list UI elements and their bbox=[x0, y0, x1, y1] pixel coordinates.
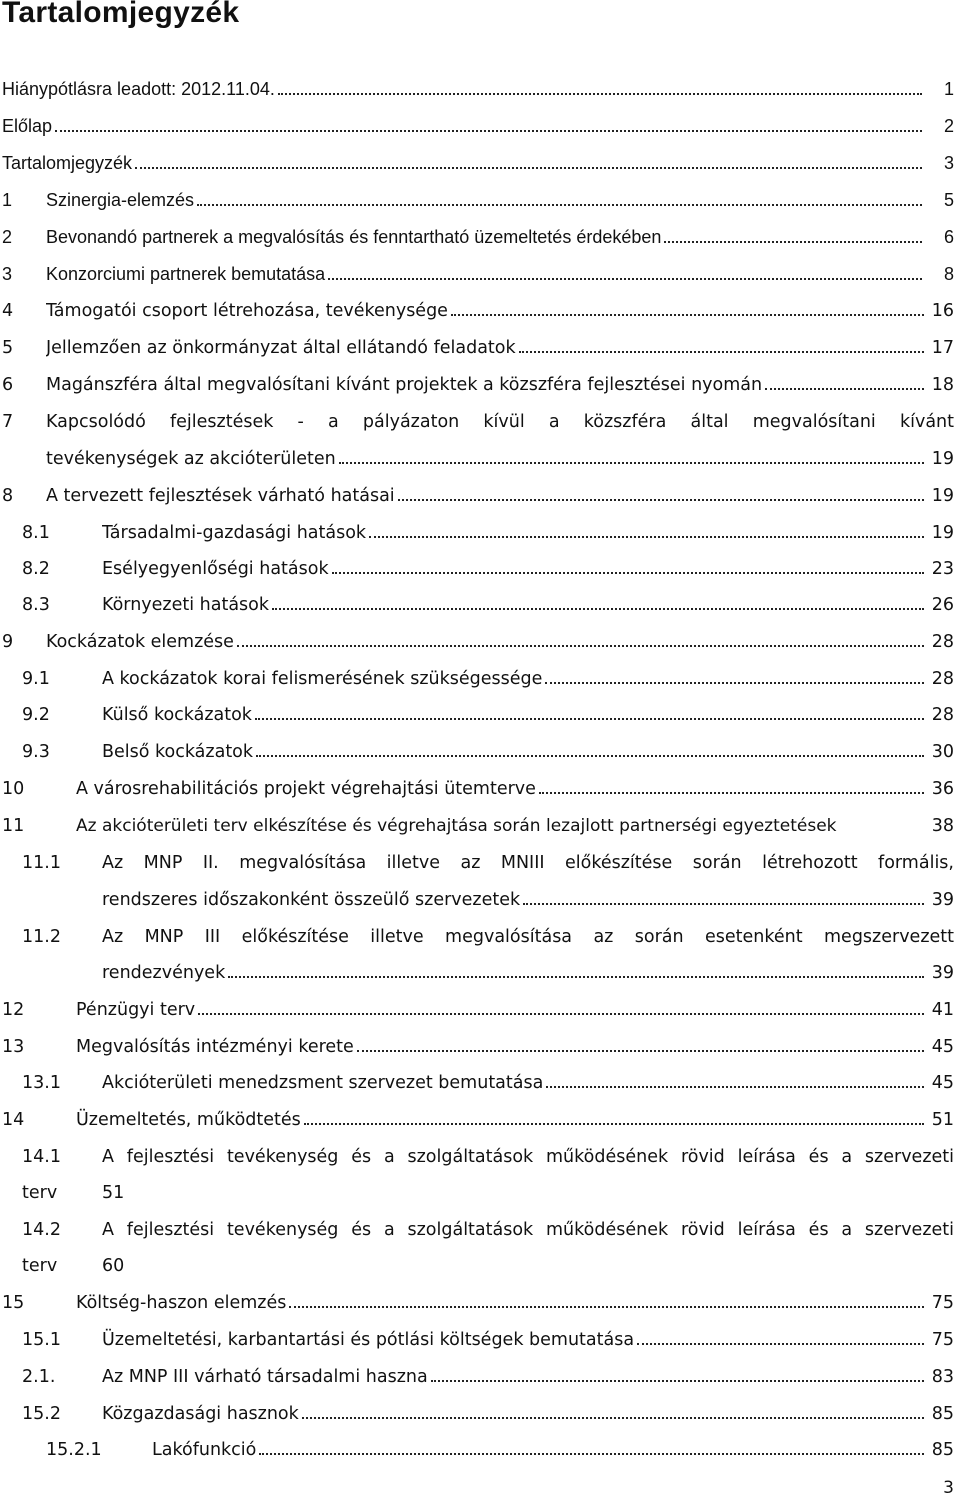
toc-entry-page: 19 bbox=[928, 481, 954, 511]
toc-entry-page: 23 bbox=[928, 554, 954, 584]
leader-dots bbox=[357, 1050, 924, 1052]
toc-entry-text: Hiánypótlásra leadott: 2012.11.04. bbox=[2, 79, 275, 99]
leader-dots bbox=[545, 682, 924, 684]
toc-entry-page: 6 bbox=[940, 222, 954, 252]
toc-entry-number: 15.1 bbox=[22, 1330, 61, 1350]
toc-entry-number: 6 bbox=[2, 375, 14, 395]
leader-dots bbox=[431, 1380, 924, 1382]
toc-entry-text-line1 bbox=[102, 922, 954, 952]
toc-entry-continuation[interactable] bbox=[0, 1178, 960, 1208]
toc-entry-number: 11 bbox=[2, 816, 25, 836]
leader-dots bbox=[765, 388, 924, 390]
toc-entry[interactable] bbox=[0, 774, 960, 804]
leader-dots bbox=[289, 1306, 924, 1308]
toc-entry-text: Támogatói csoport létrehozása, tevékenysége bbox=[46, 301, 448, 321]
toc-entry-number: 13 bbox=[2, 1037, 25, 1057]
toc-entry-text-justified: A fejlesztési tevékenység és a szolgáltatások működésének rövid leírása és a szervezeti bbox=[102, 1220, 954, 1240]
leader-dots bbox=[664, 241, 922, 243]
toc-entry[interactable] bbox=[0, 922, 960, 952]
leader-dots bbox=[332, 572, 924, 574]
toc-entry-text: Üzemeltetés, működtetés bbox=[76, 1110, 301, 1130]
toc-entry-text: A tervezett fejlesztések várható hatásai bbox=[46, 486, 395, 506]
toc-entry-text: Kockázatok elemzése bbox=[46, 632, 234, 652]
toc-entry-text: Konzorciumi partnerek bemutatása bbox=[46, 264, 326, 284]
toc-entry-page: 5 bbox=[940, 185, 954, 215]
toc-entry-number: 2.1. bbox=[22, 1367, 56, 1387]
toc-entry-number: 14 bbox=[2, 1110, 25, 1130]
leader-dots bbox=[637, 1343, 924, 1345]
toc-entry-number: 3 bbox=[2, 264, 13, 284]
toc-entry-text: Társadalmi-gazdasági hatások bbox=[102, 523, 367, 543]
toc-entry-text-justified: A fejlesztési tevékenység és a szolgáltatások működésének rövid leírása és a szervezeti bbox=[102, 1147, 954, 1167]
toc-entry-text-line1 bbox=[46, 407, 954, 437]
toc-entry-page: 75 bbox=[928, 1325, 954, 1355]
page-title: Tartalomjegyzék bbox=[2, 0, 240, 29]
leader-dots bbox=[369, 536, 924, 538]
toc-entry-page: 3 bbox=[940, 148, 954, 178]
toc-entry-number: 14.2 bbox=[22, 1220, 61, 1240]
toc-entry-number: 9.2 bbox=[22, 705, 50, 725]
toc-entry[interactable] bbox=[0, 1142, 960, 1172]
toc-entry-text: Akcióterületi menedzsment szervezet bemutatása bbox=[102, 1073, 544, 1093]
toc-entry[interactable] bbox=[0, 148, 960, 178]
leader-dots bbox=[339, 462, 924, 464]
toc-entry-text: tevékenységek az akcióterületen bbox=[46, 449, 336, 469]
toc-entry-number: 9.3 bbox=[22, 742, 50, 762]
toc-entry-text: Az MNP III várható társadalmi haszna bbox=[102, 1367, 428, 1387]
leader-dots bbox=[272, 608, 924, 610]
toc-entry-page: 85 bbox=[928, 1399, 954, 1429]
toc-entry[interactable] bbox=[0, 811, 960, 841]
toc-entry-page: 2 bbox=[940, 111, 954, 141]
toc-entry[interactable] bbox=[0, 111, 960, 141]
page-number: 3 bbox=[943, 1478, 954, 1498]
toc-entry-page-inline: 51 bbox=[102, 1183, 125, 1203]
toc-entry-text: Külső kockázatok bbox=[102, 705, 252, 725]
toc-entry[interactable] bbox=[0, 1399, 960, 1429]
toc-entry-number: 9 bbox=[2, 632, 14, 652]
toc-entry-text: Jellemzően az önkormányzat által ellátandó feladatok bbox=[46, 338, 516, 358]
toc-entry[interactable] bbox=[0, 1325, 960, 1355]
toc-entry-number: 14.1 bbox=[22, 1147, 61, 1167]
toc-entry-text-justified: Kapcsolódó fejlesztések - a pályázaton kívül a közszféra által megvalósítani kívánt bbox=[46, 412, 954, 432]
toc-entry-text: A kockázatok korai felismerésének szükségessége bbox=[102, 669, 543, 689]
toc-entry-number: 4 bbox=[2, 301, 14, 321]
toc-entry[interactable] bbox=[0, 333, 960, 363]
toc-entry-text-line1 bbox=[102, 848, 954, 878]
toc-entry[interactable] bbox=[0, 737, 960, 767]
toc-entry-page: 28 bbox=[928, 664, 954, 694]
toc-entry[interactable] bbox=[0, 1362, 960, 1392]
toc-entry-number: 8 bbox=[2, 486, 14, 506]
toc-entry-number: 1 bbox=[2, 190, 13, 210]
toc-entry-page: 28 bbox=[928, 627, 954, 657]
toc-entry[interactable] bbox=[0, 1068, 960, 1098]
leader-dots bbox=[135, 167, 922, 169]
toc-entry-number-continuation: terv bbox=[22, 1256, 58, 1276]
toc-entry[interactable] bbox=[0, 518, 960, 548]
toc-entry[interactable] bbox=[0, 995, 960, 1025]
toc-entry[interactable] bbox=[0, 185, 960, 215]
toc-entry-text: Esélyegyenlőségi hatások bbox=[102, 559, 329, 579]
leader-dots bbox=[228, 976, 924, 978]
toc-entry-page-inline: 60 bbox=[102, 1256, 125, 1276]
toc-entry-text-line1 bbox=[102, 1215, 954, 1245]
toc-entry[interactable] bbox=[0, 700, 960, 730]
toc-entry-text: Üzemeltetési, karbantartási és pótlási költségek bemutatása bbox=[102, 1330, 635, 1350]
toc-entry[interactable] bbox=[0, 370, 960, 400]
toc-entry-text-justified: Az MNP III előkészítése illetve megvalósítása az során esetenként megszervezett bbox=[102, 927, 954, 947]
toc-entry[interactable] bbox=[0, 407, 960, 437]
toc-entry-number: 8.1 bbox=[22, 523, 50, 543]
leader-dots bbox=[519, 351, 924, 353]
toc-entry[interactable] bbox=[0, 1032, 960, 1062]
toc-entry-text: Megvalósítás intézményi kerete bbox=[76, 1037, 354, 1057]
toc-entry-number: 8.3 bbox=[22, 595, 50, 615]
toc-entry-text: Közgazdasági hasznok bbox=[102, 1404, 299, 1424]
toc-entry-text-line1 bbox=[102, 1142, 954, 1172]
toc-entry-text: Az akcióterületi terv elkészítése és végrehajtása során lezajlott partnerségi egyeztetések bbox=[76, 816, 837, 836]
leader-dots bbox=[255, 718, 924, 720]
leader-dots bbox=[302, 1417, 924, 1419]
toc-entry-page: 26 bbox=[928, 590, 954, 620]
toc-entry-page: 75 bbox=[928, 1288, 954, 1318]
toc-entry-page: 30 bbox=[928, 737, 954, 767]
toc-entry[interactable] bbox=[0, 664, 960, 694]
toc-entry[interactable] bbox=[0, 590, 960, 620]
toc-entry-number: 10 bbox=[2, 779, 25, 799]
toc-entry-page: 16 bbox=[928, 296, 954, 326]
toc-entry-text: Magánszféra által megvalósítani kívánt projektek a közszféra fejlesztései nyomán bbox=[46, 375, 763, 395]
toc-entry-number: 13.1 bbox=[22, 1073, 61, 1093]
toc-entry-number: 11.2 bbox=[22, 927, 61, 947]
toc-entry-page: 51 bbox=[928, 1105, 954, 1135]
leader-dots bbox=[55, 130, 922, 132]
leader-dots bbox=[197, 204, 922, 206]
toc-entry-page: 18 bbox=[928, 370, 954, 400]
toc-entry-text: Előlap bbox=[2, 116, 53, 136]
toc-entry-text: Pénzügyi terv bbox=[76, 1000, 196, 1020]
toc-entry-number: 11.1 bbox=[22, 853, 61, 873]
leader-dots bbox=[304, 1123, 924, 1125]
toc-entry-continuation[interactable] bbox=[0, 444, 960, 474]
toc-entry[interactable] bbox=[0, 296, 960, 326]
toc-entry-number: 12 bbox=[2, 1000, 25, 1020]
toc-entry-text-justified: Az MNP II. megvalósítása illetve az MNIII előkészítése során létrehozott formális, bbox=[102, 853, 954, 873]
toc-entry-page: 1 bbox=[940, 74, 954, 104]
toc-entry-page: 19 bbox=[928, 518, 954, 548]
toc-entry-text: A városrehabilitációs projekt végrehajtási ütemterve bbox=[76, 779, 536, 799]
toc-entry-page: 45 bbox=[928, 1032, 954, 1062]
toc-entry-continuation[interactable] bbox=[0, 1251, 960, 1281]
toc-entry-number: 15.2 bbox=[22, 1404, 61, 1424]
toc-entry-number: 15 bbox=[2, 1293, 25, 1313]
toc-entry[interactable] bbox=[0, 259, 960, 289]
toc-entry-page: 38 bbox=[928, 811, 954, 841]
toc-entry-text: rendezvények bbox=[102, 963, 226, 983]
toc-entry-page: 41 bbox=[928, 995, 954, 1025]
toc-entry[interactable] bbox=[0, 74, 960, 104]
toc-entry-text: Bevonandó partnerek a megvalósítás és fenntartható üzemeltetés érdekében bbox=[46, 227, 662, 247]
toc-entry[interactable] bbox=[0, 627, 960, 657]
toc-entry-number: 9.1 bbox=[22, 669, 50, 689]
toc-entry-text: rendszeres időszakonként összeülő szervezetek bbox=[102, 890, 521, 910]
leader-dots bbox=[237, 645, 924, 647]
leader-dots bbox=[278, 93, 922, 95]
toc-entry[interactable] bbox=[0, 1105, 960, 1135]
toc-entry-page: 19 bbox=[928, 444, 954, 474]
toc-entry-number: 2 bbox=[2, 227, 13, 247]
toc-entry[interactable] bbox=[0, 481, 960, 511]
leader-dots bbox=[539, 792, 924, 794]
toc-entry[interactable] bbox=[0, 554, 960, 584]
leader-dots bbox=[451, 314, 924, 316]
leader-dots bbox=[259, 1453, 924, 1455]
toc-entry-text: Tartalomjegyzék bbox=[2, 153, 133, 173]
toc-entry[interactable] bbox=[0, 1215, 960, 1245]
toc-entry-page: 28 bbox=[928, 700, 954, 730]
toc-entry-continuation[interactable] bbox=[0, 885, 960, 915]
toc-entry-number: 7 bbox=[2, 412, 14, 432]
toc-entry[interactable] bbox=[0, 222, 960, 252]
toc-entry-page: 85 bbox=[928, 1435, 954, 1465]
toc-entry-text: Belső kockázatok bbox=[102, 742, 254, 762]
toc-entry[interactable] bbox=[0, 1435, 960, 1465]
toc-entry-text: Lakófunkció bbox=[152, 1440, 257, 1460]
toc-entry-page: 39 bbox=[928, 958, 954, 988]
toc-entry-continuation[interactable] bbox=[0, 958, 960, 988]
leader-dots bbox=[398, 499, 924, 501]
toc-entry-page: 8 bbox=[940, 259, 954, 289]
toc-entry-number: 8.2 bbox=[22, 559, 50, 579]
toc-entry[interactable] bbox=[0, 848, 960, 878]
toc-entry-number: 15.2.1 bbox=[46, 1440, 102, 1460]
leader-dots bbox=[546, 1086, 924, 1088]
toc-entry-number-continuation: terv bbox=[22, 1183, 58, 1203]
toc-entry-page: 17 bbox=[928, 333, 954, 363]
leader-dots bbox=[198, 1013, 924, 1015]
leader-dots bbox=[328, 278, 922, 280]
toc-entry-text: Szinergia-elemzés bbox=[46, 190, 195, 210]
toc-entry-number: 5 bbox=[2, 338, 14, 358]
toc-entry-page: 83 bbox=[928, 1362, 954, 1392]
toc-entry-page: 45 bbox=[928, 1068, 954, 1098]
leader-dots bbox=[523, 903, 924, 905]
toc-entry-page: 39 bbox=[928, 885, 954, 915]
toc-entry-text: Költség-haszon elemzés bbox=[76, 1293, 287, 1313]
toc-entry-page: 36 bbox=[928, 774, 954, 804]
toc-entry[interactable] bbox=[0, 1288, 960, 1318]
leader-dots bbox=[256, 755, 924, 757]
toc-entry-text: Környezeti hatások bbox=[102, 595, 270, 615]
